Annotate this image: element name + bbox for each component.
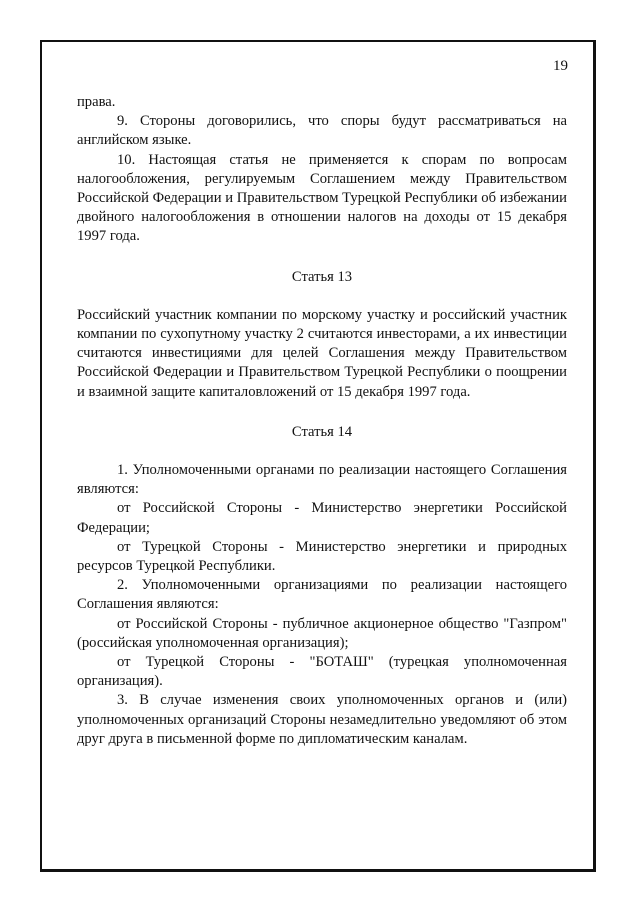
paragraph: от Турецкой Стороны - "БОТАШ" (турецкая уполномоченная организация). [77,654,567,690]
paragraph: права. [77,94,116,110]
document-body [77,93,567,749]
paragraph: от Российской Стороны - Министерство энергетики Российской Федерации; [77,500,567,536]
paragraph: 9. Стороны договорились, что споры будут рассматриваться на английском языке. [77,113,567,149]
paragraph: 3. В случае изменения своих уполномоченных органов и (или) уполномоченных организаций Стороны незамедлительно уведомляют об этом друг друга в письменной форме по дипломатическим каналам. [77,692,567,747]
article-heading: Статья 14 [291,423,353,440]
paragraph: от Российской Стороны - публичное акционерное общество "Газпром" (российская уполномоченная организация); [77,615,567,651]
paragraph: 1. Уполномоченными органами по реализации настоящего Соглашения являются: [77,462,567,498]
paragraph: 2. Уполномоченными организациями по реализации настоящего Соглашения являются: [77,577,567,613]
article-heading: Статья 13 [291,268,353,285]
page-number: 19 [553,58,568,74]
paragraph: 10. Настоящая статья не применяется к спорам по вопросам налогообложения, регулируемым Соглашением между Правительством Российской Федерации и Правительством Турецкой Республики об избежании двойного налогообложения в отношении налогов на доходы от 15 декабря 1997 года. [77,151,567,245]
paragraph: Российский участник компании по морскому участку и российский участник компании по сухопутному участку 2 считаются инвесторами, а их инвестиции считаются инвестициями для целей Соглашения между Правительством Российской Федерации и Правительством Турецкой Республики о поощрении и взаимной защите капиталовложений от 15 декабря 1997 года. [77,306,567,400]
paragraph: от Турецкой Стороны - Министерство энергетики и природных ресурсов Турецкой Республики. [77,538,567,575]
